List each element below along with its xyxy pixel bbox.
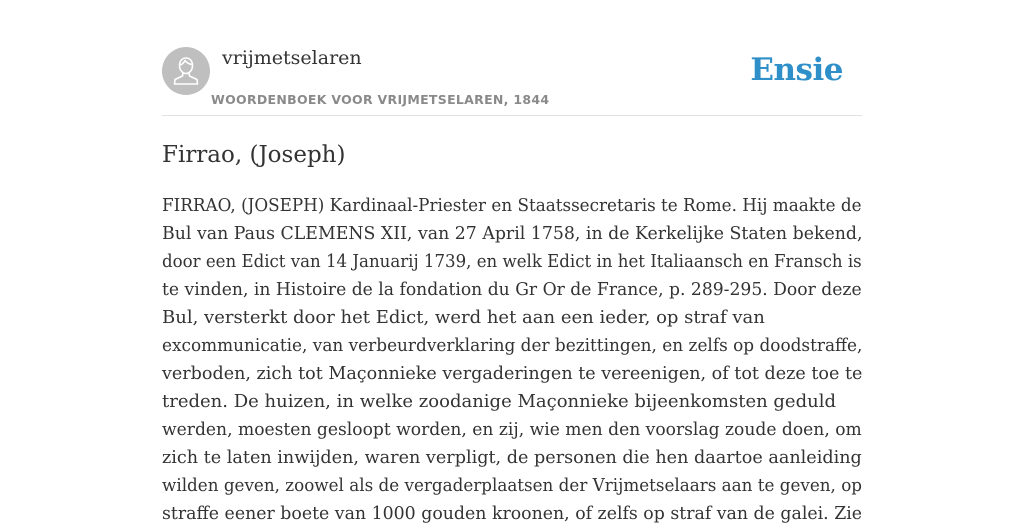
article-line: wilden geven, zoowel als de vergaderplaatsen der Vrijmetselaars aan te geven, op [162, 475, 863, 496]
article-line: te vinden, in Histoire de la fondation du Gr Or de France, p. 289-295. Door deze [162, 279, 862, 300]
article-line: door een Edict van 14 Januarij 1739, en welk Edict in het Italiaansch en Fransch is [162, 251, 862, 272]
article-line: werden, moesten gesloopt worden, en zij, wie men den voorslag zoude doen, om [162, 419, 862, 440]
article-line: treden. De huizen, in welke zoodanige Maçonnieke bijeenkomsten geduld [162, 391, 836, 412]
ensie-logo[interactable]: Ensie [750, 52, 843, 88]
user-avatar-icon[interactable] [162, 47, 210, 95]
article-line: Bul van Paus CLEMENS XII, van 27 April 1758, in de Kerkelijke Staten bekend, [162, 223, 863, 244]
article-title: Firrao, (Joseph) [162, 142, 346, 168]
author-name[interactable]: vrijmetselaren [222, 47, 362, 69]
article-line: FIRRAO, (JOSEPH) Kardinaal-Priester en Staatssecretaris te Rome. Hij maakte de [162, 195, 862, 216]
article-line: straffe eener boete van 1000 gouden kroonen, of zelfs op straf van de galei. Zie [162, 503, 863, 524]
source-label[interactable]: WOORDENBOEK VOOR VRIJMETSELAREN, 1844 [211, 92, 550, 107]
article-line: Bul, versterkt door het Edict, werd het aan een ieder, op straf van [162, 307, 765, 328]
article-line: verboden, zich tot Maçonnieke vergaderingen te vereenigen, of tot deze toe te [162, 363, 863, 384]
article-line: excommunicatie, van verbeurdverklaring der bezittingen, en zelfs op doodstraffe, [162, 335, 863, 356]
article-line: zich te laten inwijden, waren verpligt, de personen die hen daartoe aanleiding [162, 447, 862, 468]
article-body [162, 192, 862, 528]
article-header [162, 46, 862, 116]
